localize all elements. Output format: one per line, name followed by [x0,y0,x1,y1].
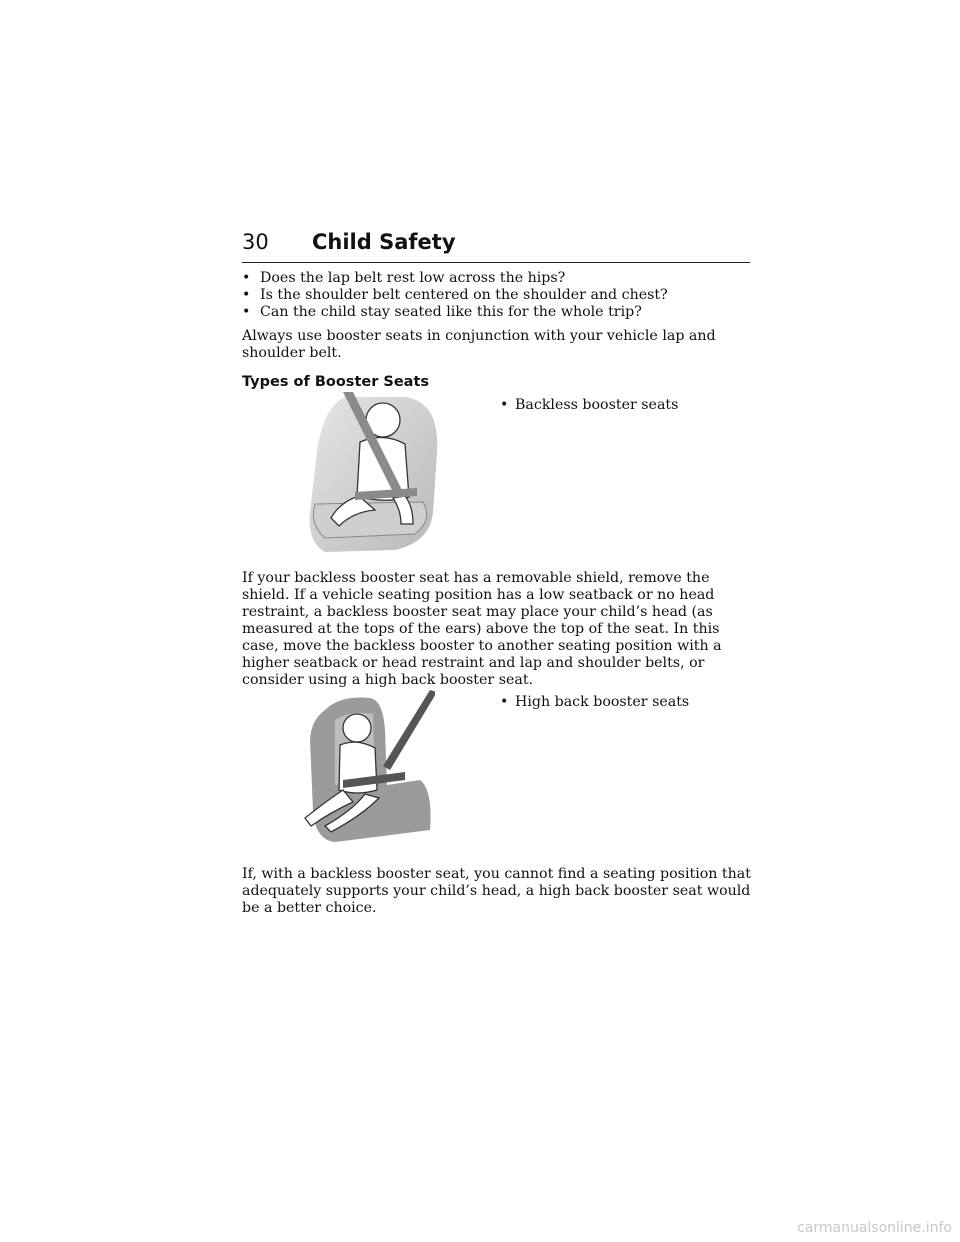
list-item [242,270,668,287]
highback-booster-illustration [295,690,435,850]
bullet-highback-booster [500,694,689,711]
bullet-backless-booster [500,397,678,414]
watermark: carmanualsonline.info [797,1220,952,1236]
bullet-icon: • [242,270,251,286]
bullet-label: High back booster seats [515,694,690,710]
bullet-label: Backless booster seats [515,397,679,413]
section-title: Child Safety [312,230,456,254]
bullet-icon: • [242,287,251,303]
backless-booster-image [305,392,445,554]
list-item-text: Can the child stay seated like this for the whole trip? [260,304,642,320]
subheading-booster-types: Types of Booster Seats [242,374,430,390]
backless-booster-illustration [305,392,445,554]
highback-booster-image [295,690,435,850]
page-number: 30 [242,230,269,254]
checklist [242,270,668,321]
intro-paragraph: Always use booster seats in conjunction with your vehicle lap and shoulder belt. [242,328,716,361]
page-header [242,228,750,263]
bullet-icon: • [500,397,509,413]
bullet-icon: • [500,694,509,710]
list-item [242,304,668,321]
bullet-icon: • [242,304,251,320]
highback-paragraph: If, with a backless booster seat, you cannot find a seating position that adequately supports your child’s head, a high back booster seat would be a better choice. [242,866,751,916]
backless-paragraph: If your backless booster seat has a removable shield, remove the shield. If a vehicle seating position has a low seatback or no head restraint, a backless booster seat may place your child’s head (as measured at the tops of the ears) above the top of the seat. In this case, move the backless booster to another seating position with a higher seatback or head restraint and lap and shoulder belts, or consider using a high back booster seat. [242,570,722,688]
list-item [242,287,668,304]
list-item-text: Does the lap belt rest low across the hips? [260,270,566,286]
list-item-text: Is the shoulder belt centered on the shoulder and chest? [260,287,668,303]
